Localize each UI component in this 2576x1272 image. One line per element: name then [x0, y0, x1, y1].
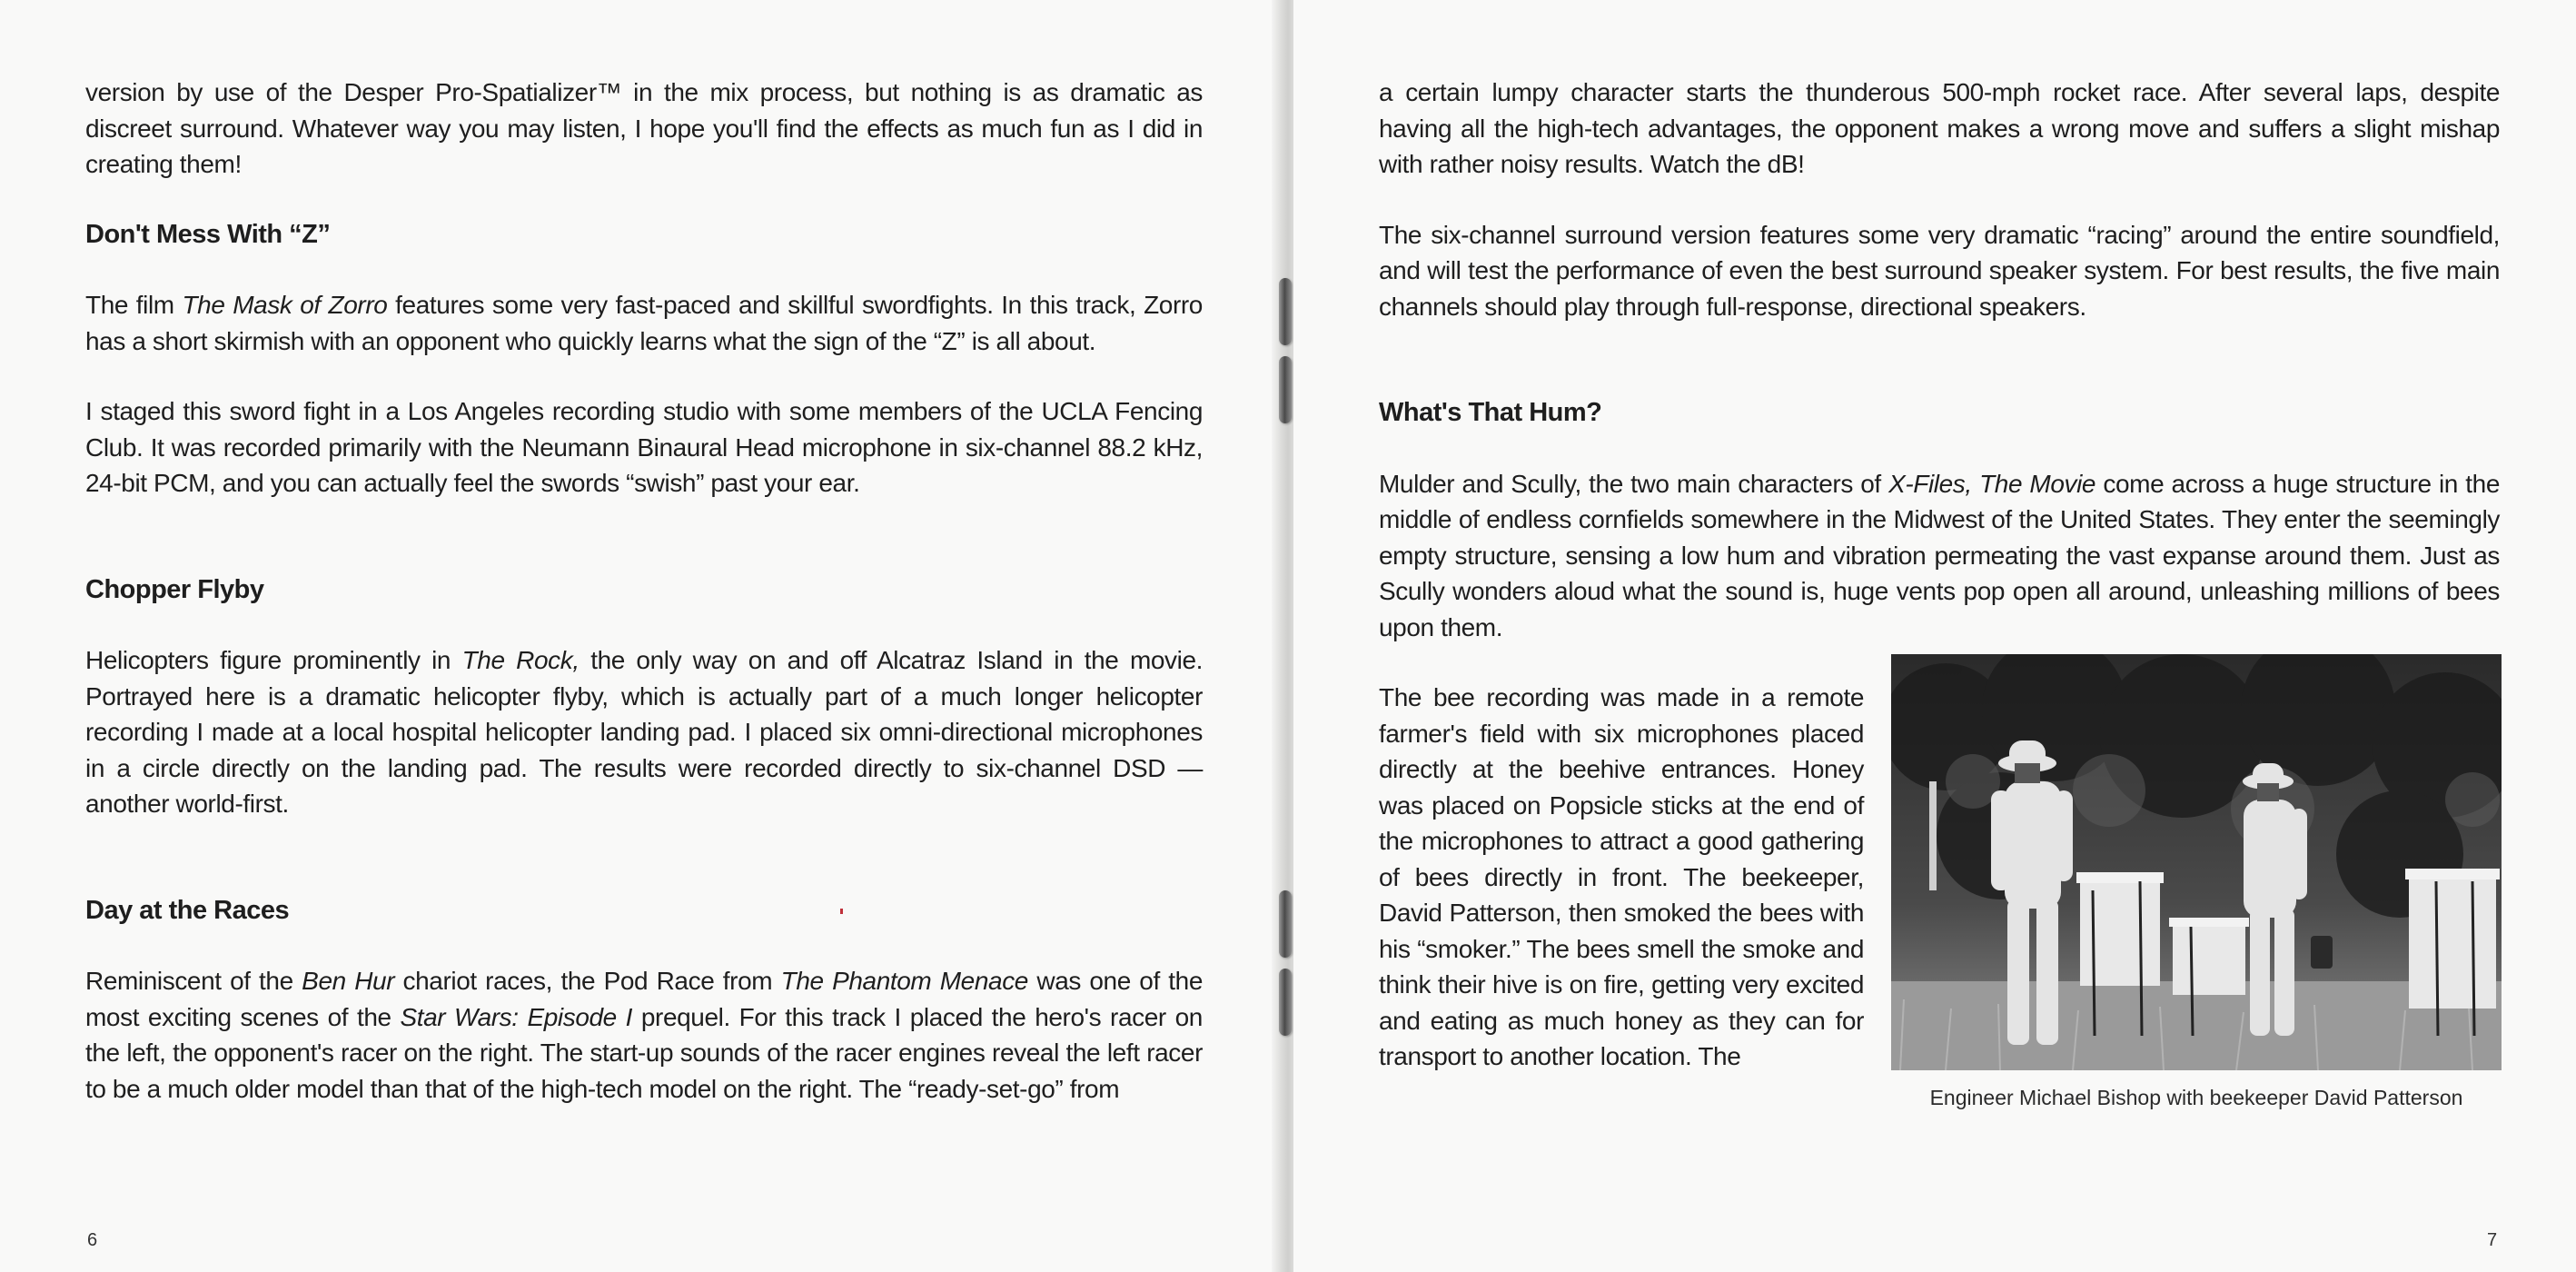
left-text-column: [85, 75, 1203, 1141]
races-text-a: Reminiscent of the: [85, 967, 302, 995]
hum-text-b: come across a huge structure in the middle of endless cornfields somewhere in the Midwest of the United States. They enter the seemingly empty structure, sensing a low hum and vibration permeating the vast expanse around them. Just as Scully wonders aloud what the sound is, huge vents pop open all around, unleashing millions of bees upon them.: [1379, 469, 2500, 641]
chopper-text-a: Helicopters figure prominently in: [85, 646, 462, 674]
staple-2: [1279, 356, 1292, 423]
right-page: [1293, 0, 2576, 1272]
heading-races: Day at the Races: [85, 895, 290, 925]
chopper-paragraph: [85, 642, 1203, 822]
photo-caption: Engineer Michael Bishop with beekeeper David Patterson: [1929, 1086, 2463, 1109]
chopper-film-title: The Rock,: [461, 646, 580, 674]
zorro-film-title: The Mask of Zorro: [182, 291, 388, 319]
staple-4: [1279, 969, 1292, 1036]
races-title-star-wars: Star Wars: Episode I: [400, 1002, 633, 1031]
beekeeper-figure: [1891, 654, 2502, 1112]
heading-chopper: Chopper Flyby: [85, 574, 264, 604]
races-continued-paragraph: a certain lumpy character starts the thunderous 500-mph rocket race. After several laps, despite having all the high-tech advantages, the opponent makes a wrong move and suffers a slight mishap with rather noisy results. Watch the dB!: [1379, 78, 2500, 178]
races-text-c: was one of the most exciting scenes of the: [85, 967, 1203, 1031]
zorro-p1-text-b: features some very fast-paced and skillful swordfights. In this track, Zorro has a short skirmish with an opponent who quickly learns what the sign of the “Z” is all about.: [85, 291, 1203, 355]
races-surround-paragraph: The six-channel surround version features some very dramatic “racing” around the entire soundfield, and will test the performance of even the best surround speaker system. For best results, the five main channels should play through full-response, directional speakers.: [1379, 220, 2500, 321]
staple-3: [1279, 890, 1292, 958]
races-title-ben-hur: Ben Hur: [302, 967, 395, 995]
hum-film-title: X-Files, The Movie: [1888, 469, 2096, 498]
left-page: [0, 0, 1283, 1272]
page-number-left: 6: [87, 1230, 98, 1250]
ink-speck: [840, 909, 843, 914]
zorro-paragraph-2: I staged this sword fight in a Los Angeles recording studio with some members of the UCLA Fencing Club. It was recorded primarily with the Neumann Binaural Head microphone in six-channel 88.2 kHz, 24-bit PCM, and you can actually feel the swords “swish” past your ear.: [85, 397, 1203, 497]
races-title-phantom-menace: The Phantom Menace: [780, 967, 1028, 995]
zorro-p1-text-a: The film: [85, 291, 183, 319]
zorro-paragraph-1: [85, 287, 1203, 359]
staple-1: [1279, 278, 1292, 345]
beekeeper-photo: [1891, 654, 2502, 1070]
races-paragraph: [85, 963, 1203, 1107]
right-text-column: [1379, 75, 2500, 1116]
page-number-right: 7: [2487, 1230, 2498, 1250]
races-text-d: prequel. For this track I placed the hero's racer on the left, the opponent's racer on the right. The start-up sounds of the racer engines reveal the left racer to be a much older model than that of the high-tech model on the right. The “ready-set-go” from: [85, 1002, 1203, 1103]
races-text-b: chariot races, the Pod Race from: [394, 967, 781, 995]
heading-zorro: Don't Mess With “Z”: [85, 219, 331, 249]
heading-hum: What's That Hum?: [1379, 398, 1602, 427]
intro-paragraph: version by use of the Desper Pro-Spatializer™ in the mix process, but nothing is as dramatic as discreet surround. Whatever way you may listen, I hope you'll find the effects as much fun as I did in creating them!: [85, 78, 1203, 178]
chopper-text-b: the only way on and off Alcatraz Island in the movie. Portrayed here is a dramatic helicopter flyby, which is actually part of a much longer helicopter recording I made at a local hospital helicopter landing pad. I placed six omni-directional microphones in a circle directly on the landing pad. The results were recorded directly to six-channel DSD — another world-first.: [85, 646, 1204, 818]
bee-recording-paragraph: The bee recording was made in a remote farmer's field with six microphones placed directly at the beehive entrances. Honey was placed on Popsicle sticks at the end of the microphones to attract a good gathering of bees directly in front. The beekeeper, David Patterson, then smoked the bees with his “smoker.” The bees smell the smoke and think their hive is on fire, getting very excited and eating as much honey as they can for transport to another location. The: [1379, 683, 1864, 1070]
hum-paragraph: [1379, 466, 2500, 646]
hum-text-a: Mulder and Scully, the two main characters of: [1379, 469, 1889, 498]
